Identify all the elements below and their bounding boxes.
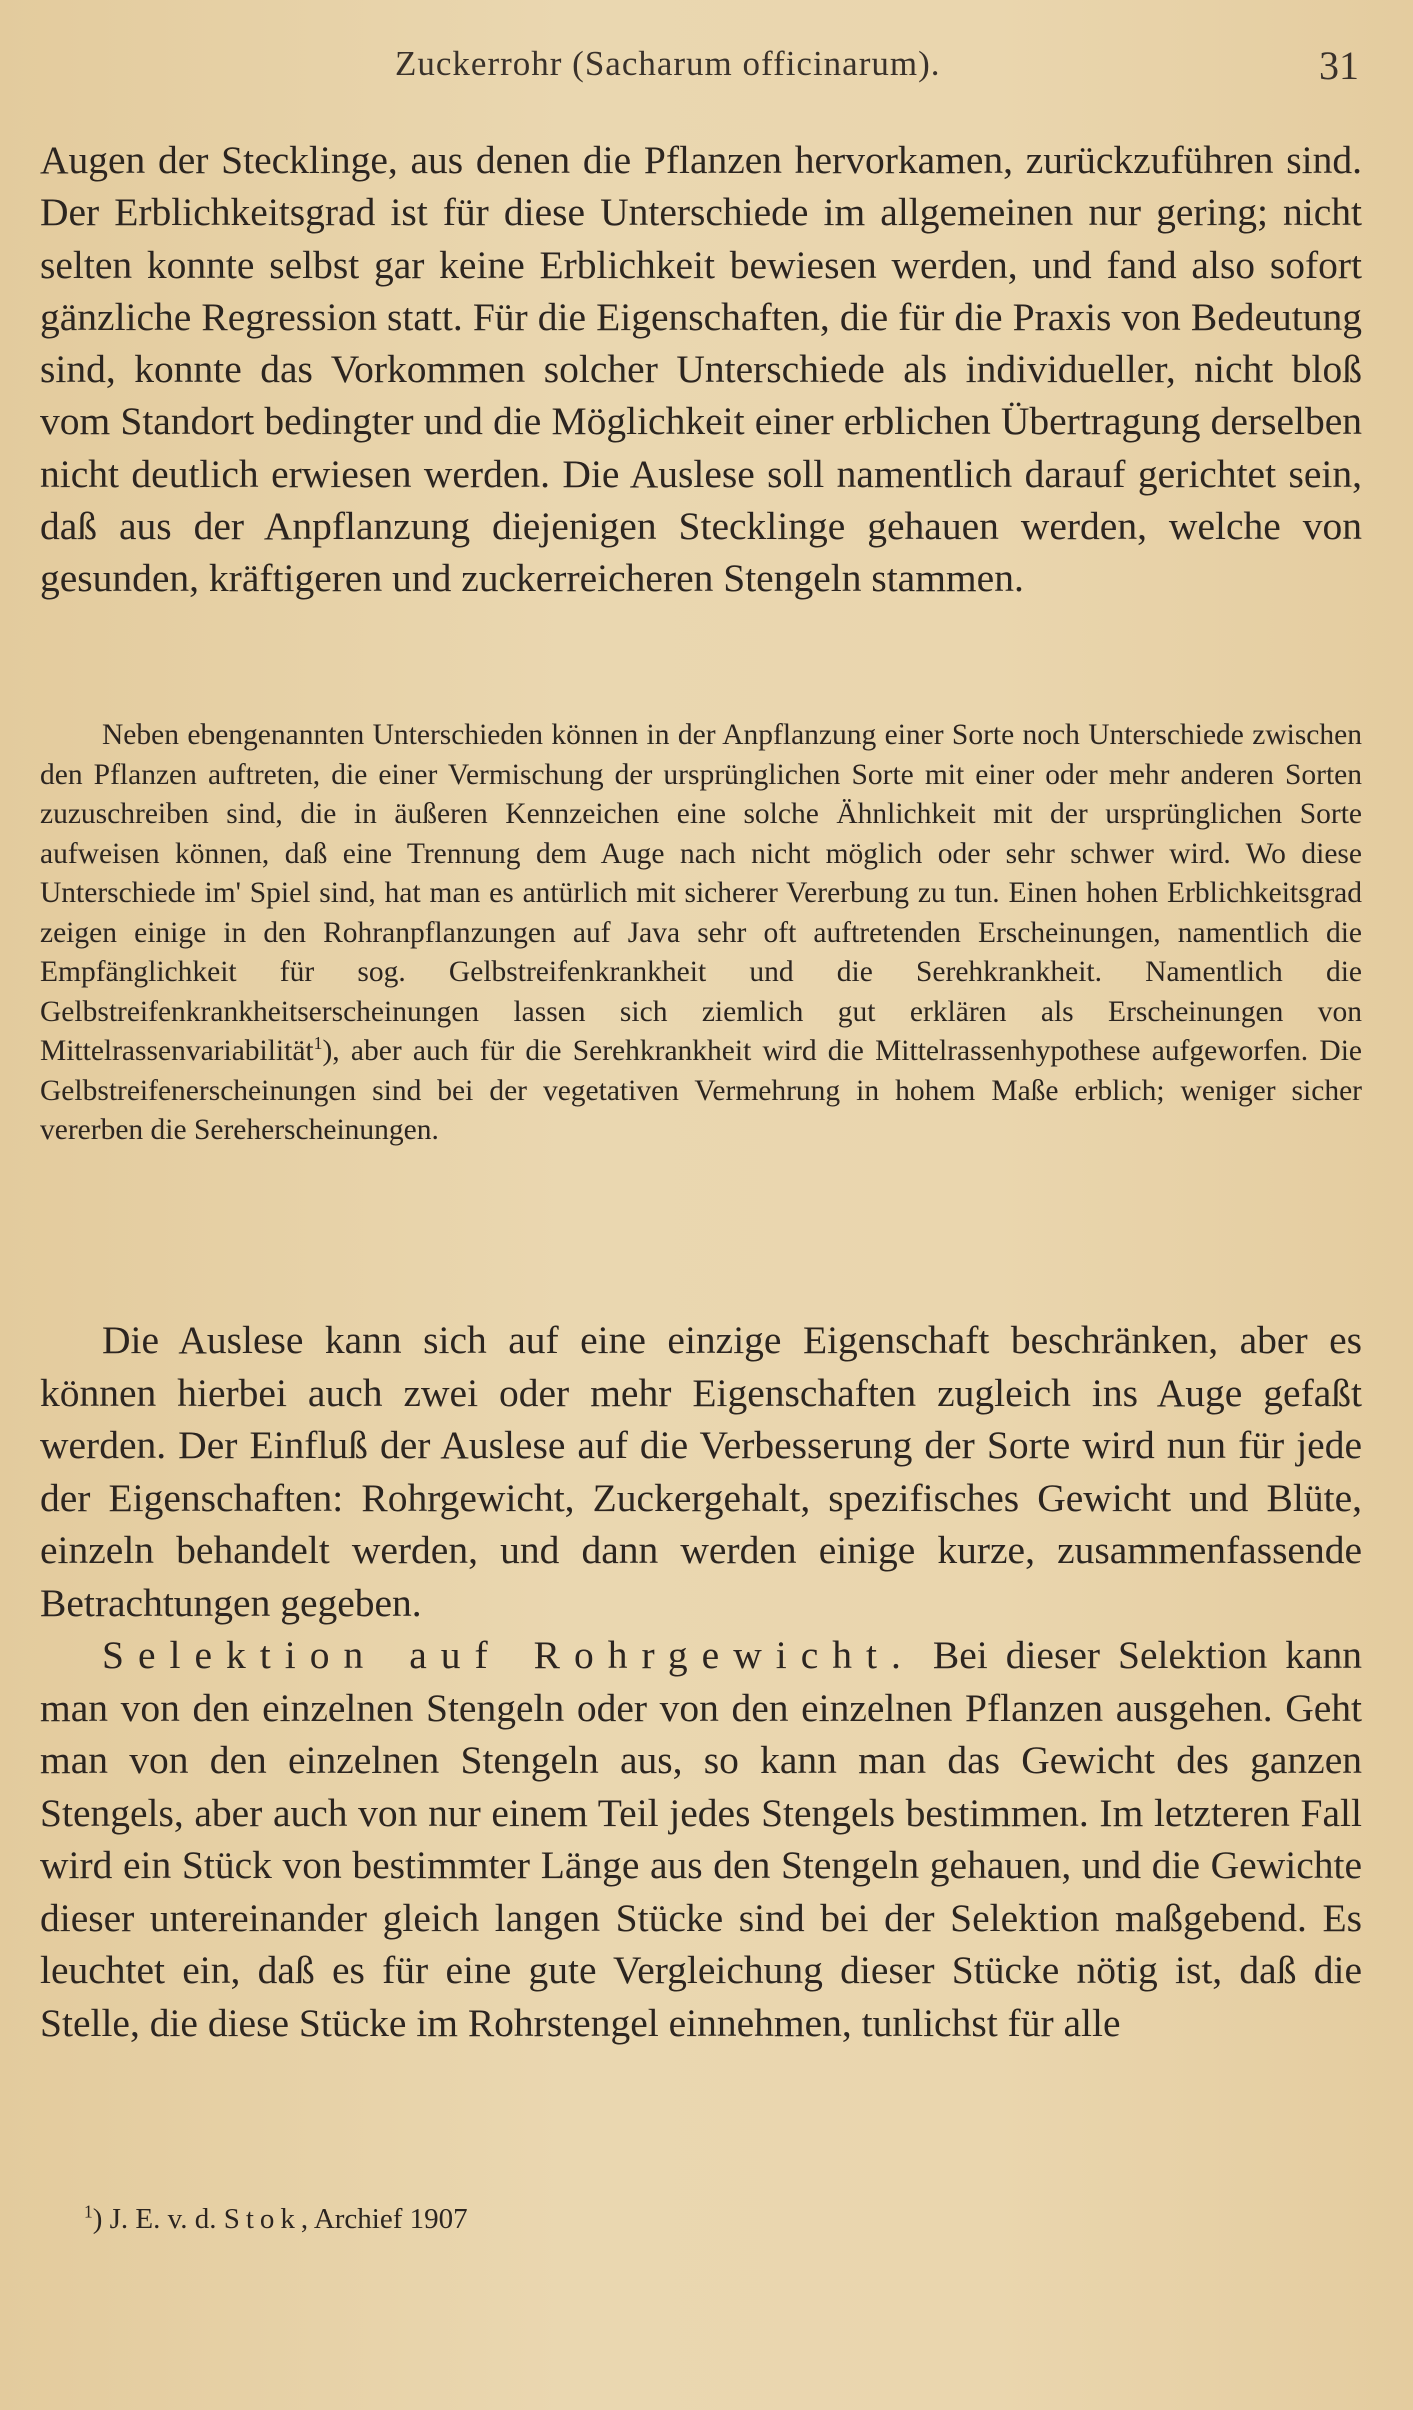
footnote-marker: 1 bbox=[84, 2201, 93, 2222]
main-text-block-1 bbox=[40, 134, 1362, 605]
small-paragraph bbox=[40, 716, 1362, 1151]
small-paragraph-text-1: Neben ebengenannten Unterschieden können in der Anpflanzung einer Sorte noch Unterschiede zwischen den Pflanzen auftreten, die einer Vermischung der ursprünglichen Sorte mit einer oder mehr anderen Sorten zuzuschreiben sind, die in äußeren Kennzeichen eine solche Ähnlichkeit mit der ursprünglichen Sorte aufweisen können, daß eine Trennung dem Auge nach nicht möglich oder sehr schwer wird. Wo diese Unterschiede im' Spiel sind, hat man es antürlich mit sicherer Vererbung zu tun. Einen hohen Erblichkeitsgrad zeigen einige in den Rohranpflanzungen auf Java sehr oft auftretenden Erscheinungen, namentlich die Empfänglichkeit für sog. Gelbstreifenkrankheit und die Serehkrankheit. Namentlich die Gelbstreifenkrankheitserscheinungen lassen sich ziemlich gut erklären als Erscheinungen von Mittelrassenvariabilität bbox=[40, 719, 1362, 1067]
section-heading: Selektion auf Rohrgewicht. bbox=[102, 1633, 915, 1677]
page-header bbox=[0, 38, 1413, 98]
main-text-block-2 bbox=[40, 1314, 1362, 2049]
paragraph-2: Die Auslese kann sich auf eine einzige Eigenschaft beschränken, aber es können hierbei auch zwei oder mehr Eigenschaften zugleich ins Auge gefaßt werden. Der Einfluß der Auslese auf die Verbesserung der Sorte wird nun für jede der Eigenschaften: Rohrgewicht, Zuckergehalt, spezifisches Gewicht und Blüte, einzeln behandelt werden, und dann werden einige kurze, zusammenfassende Betrachtungen gegeben. bbox=[40, 1318, 1362, 1625]
footnote-author: Stok bbox=[223, 2203, 301, 2235]
footnote-reference: 1 bbox=[313, 1033, 323, 1054]
small-print-block bbox=[40, 716, 1362, 1151]
footnote-prefix: ) J. E. v. d. bbox=[92, 2203, 224, 2235]
footnote-suffix: , Archief 1907 bbox=[300, 2203, 468, 2235]
paragraph-3 bbox=[40, 1629, 1362, 2049]
page-number: 31 bbox=[1319, 43, 1359, 88]
paragraph-3-text: Bei dieser Selektion kann man von den einzelnen Stengeln oder von den einzelnen Pflanzen ausgehen. Geht man von den einzelnen Stengeln aus, so kann man das Gewicht des ganzen Stengels, aber auch von nur einem Teil jedes Stengels bestimmen. Im letzteren Fall wird ein Stück von bestimmter Länge aus den Stengeln gehauen, und die Gewichte dieser untereinander gleich langen Stücke sind bei der Selektion maßgebend. Es leuchtet ein, daß es für eine gute Vergleichung dieser Stücke nötig ist, daß die Stelle, die diese Stücke im Rohrstengel einnehmen, tunlichst für alle bbox=[40, 1633, 1362, 2045]
paragraph-1: Augen der Stecklinge, aus denen die Pflanzen hervorkamen, zurückzuführen sind. Der Erblichkeitsgrad ist für diese Unterschiede im allgemeinen nur gering; nicht selten konnte selbst gar keine Erblichkeit bewiesen werden, und fand also sofort gänzliche Regression statt. Für die Eigenschaften, die für die Praxis von Bedeutung sind, konnte das Vorkommen solcher Unterschiede als individueller, nicht bloß vom Standort bedingter und die Möglichkeit einer erblichen Übertragung derselben nicht deutlich erwiesen werden. Die Auslese soll namentlich darauf gerichtet sein, daß aus der Anpflanzung diejenigen Stecklinge gehauen werden, welche von gesunden, kräftigeren und zuckerreicheren Stengeln stammen. bbox=[40, 138, 1362, 601]
running-head: Zuckerrohr (Sacharum officinarum). bbox=[395, 44, 941, 83]
footnote bbox=[84, 2199, 468, 2239]
small-paragraph-text-2: ), aber auch für die Serehkrankheit wird die Mittelrassenhypothese aufgeworfen. Die Gelbstreifenerscheinungen sind bei der vegetativen Vermehrung in hohem Maße erblich; weniger sicher vererben die Sereherscheinungen. bbox=[40, 1035, 1362, 1146]
